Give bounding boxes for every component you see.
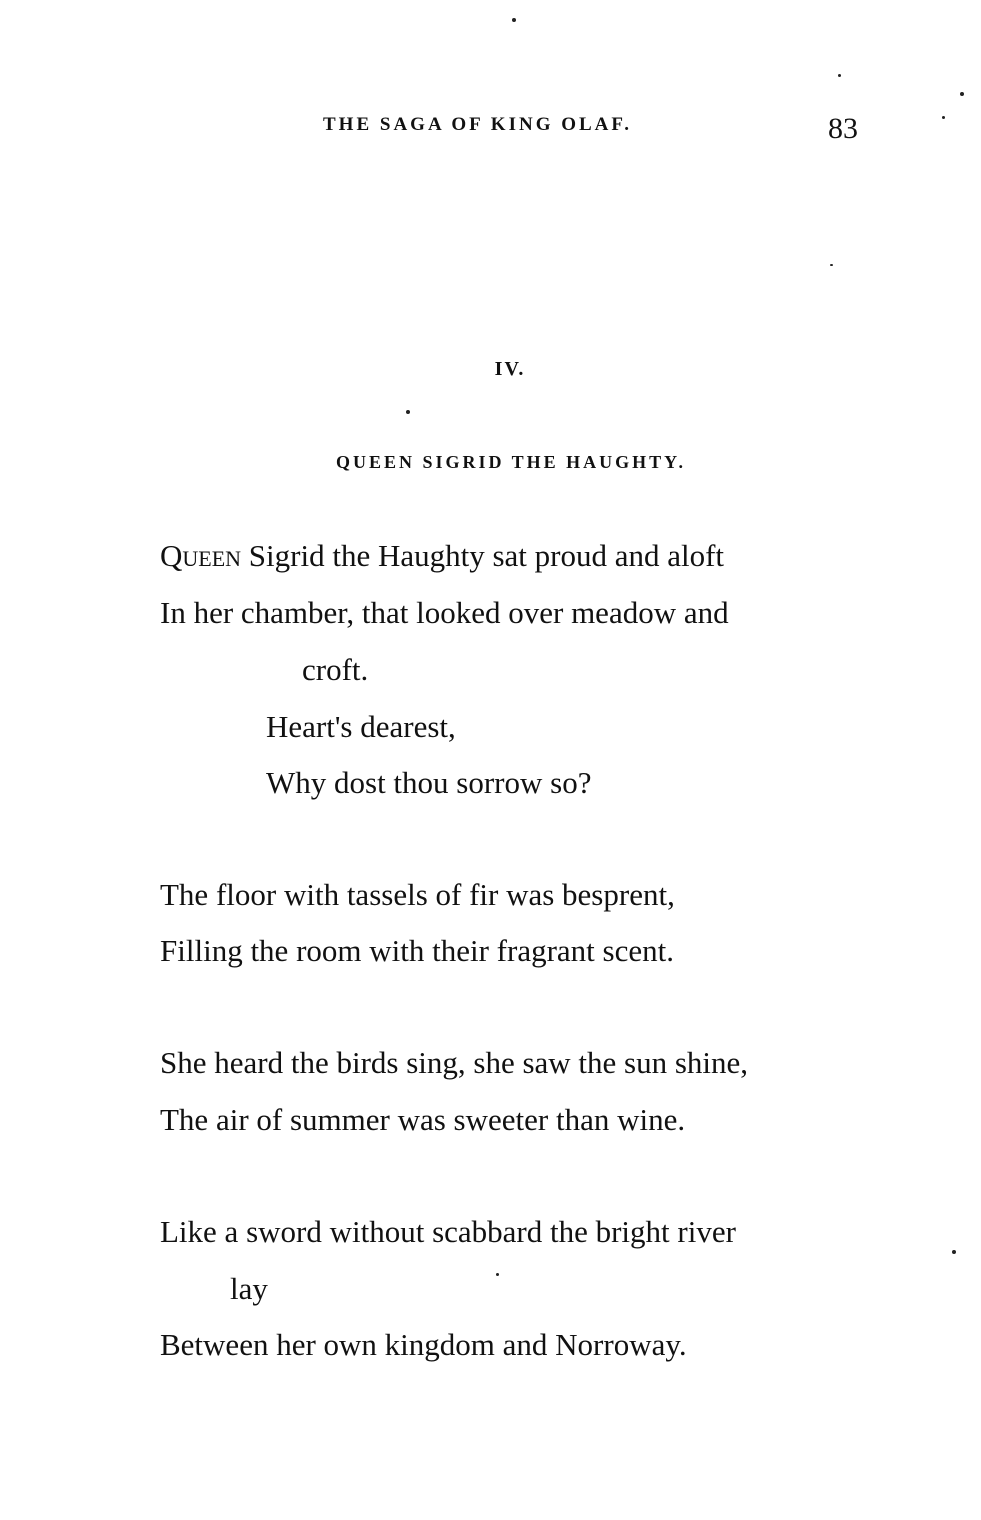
- poem-line-7-continuation: lay: [230, 1271, 268, 1306]
- scan-speck: [496, 1273, 499, 1276]
- poem-line-6: The air of summer was sweeter than wine.: [160, 1102, 686, 1137]
- scan-speck: [942, 116, 945, 119]
- section-numeral: IV.: [494, 358, 526, 380]
- poem-line-5: She heard the birds sing, she saw the sun shine,: [160, 1045, 749, 1080]
- poem-line-1-rest: Sigrid the Haughty sat proud and aloft: [241, 538, 725, 573]
- page-number: 83: [828, 112, 858, 145]
- scan-speck: [952, 1250, 956, 1254]
- scan-speck: [830, 264, 833, 266]
- poem-line-7: Like a sword without scabbard the bright river: [160, 1214, 736, 1249]
- scan-speck: [406, 410, 410, 414]
- poem-line-3: The floor with tassels of fir was besprent,: [160, 877, 675, 912]
- refrain-line-1: Heart's dearest,: [266, 709, 456, 744]
- poem-first-word: Queen: [160, 538, 242, 573]
- refrain-line-2: Why dost thou sorrow so?: [266, 765, 592, 800]
- scan-speck: [512, 18, 516, 22]
- running-title: THE SAGA OF KING OLAF.: [323, 114, 633, 135]
- scan-speck: [960, 92, 964, 96]
- poem-line-8: Between her own kingdom and Norroway.: [160, 1327, 687, 1362]
- section-title: QUEEN SIGRID THE HAUGHTY.: [335, 452, 687, 472]
- poem-line-2-continuation: croft.: [302, 652, 369, 687]
- poem-line-1: [160, 540, 724, 571]
- poem-line-2: In her chamber, that looked over meadow and: [160, 595, 729, 630]
- poem-line-4: Filling the room with their fragrant scent.: [160, 933, 674, 968]
- scan-speck: [838, 74, 841, 77]
